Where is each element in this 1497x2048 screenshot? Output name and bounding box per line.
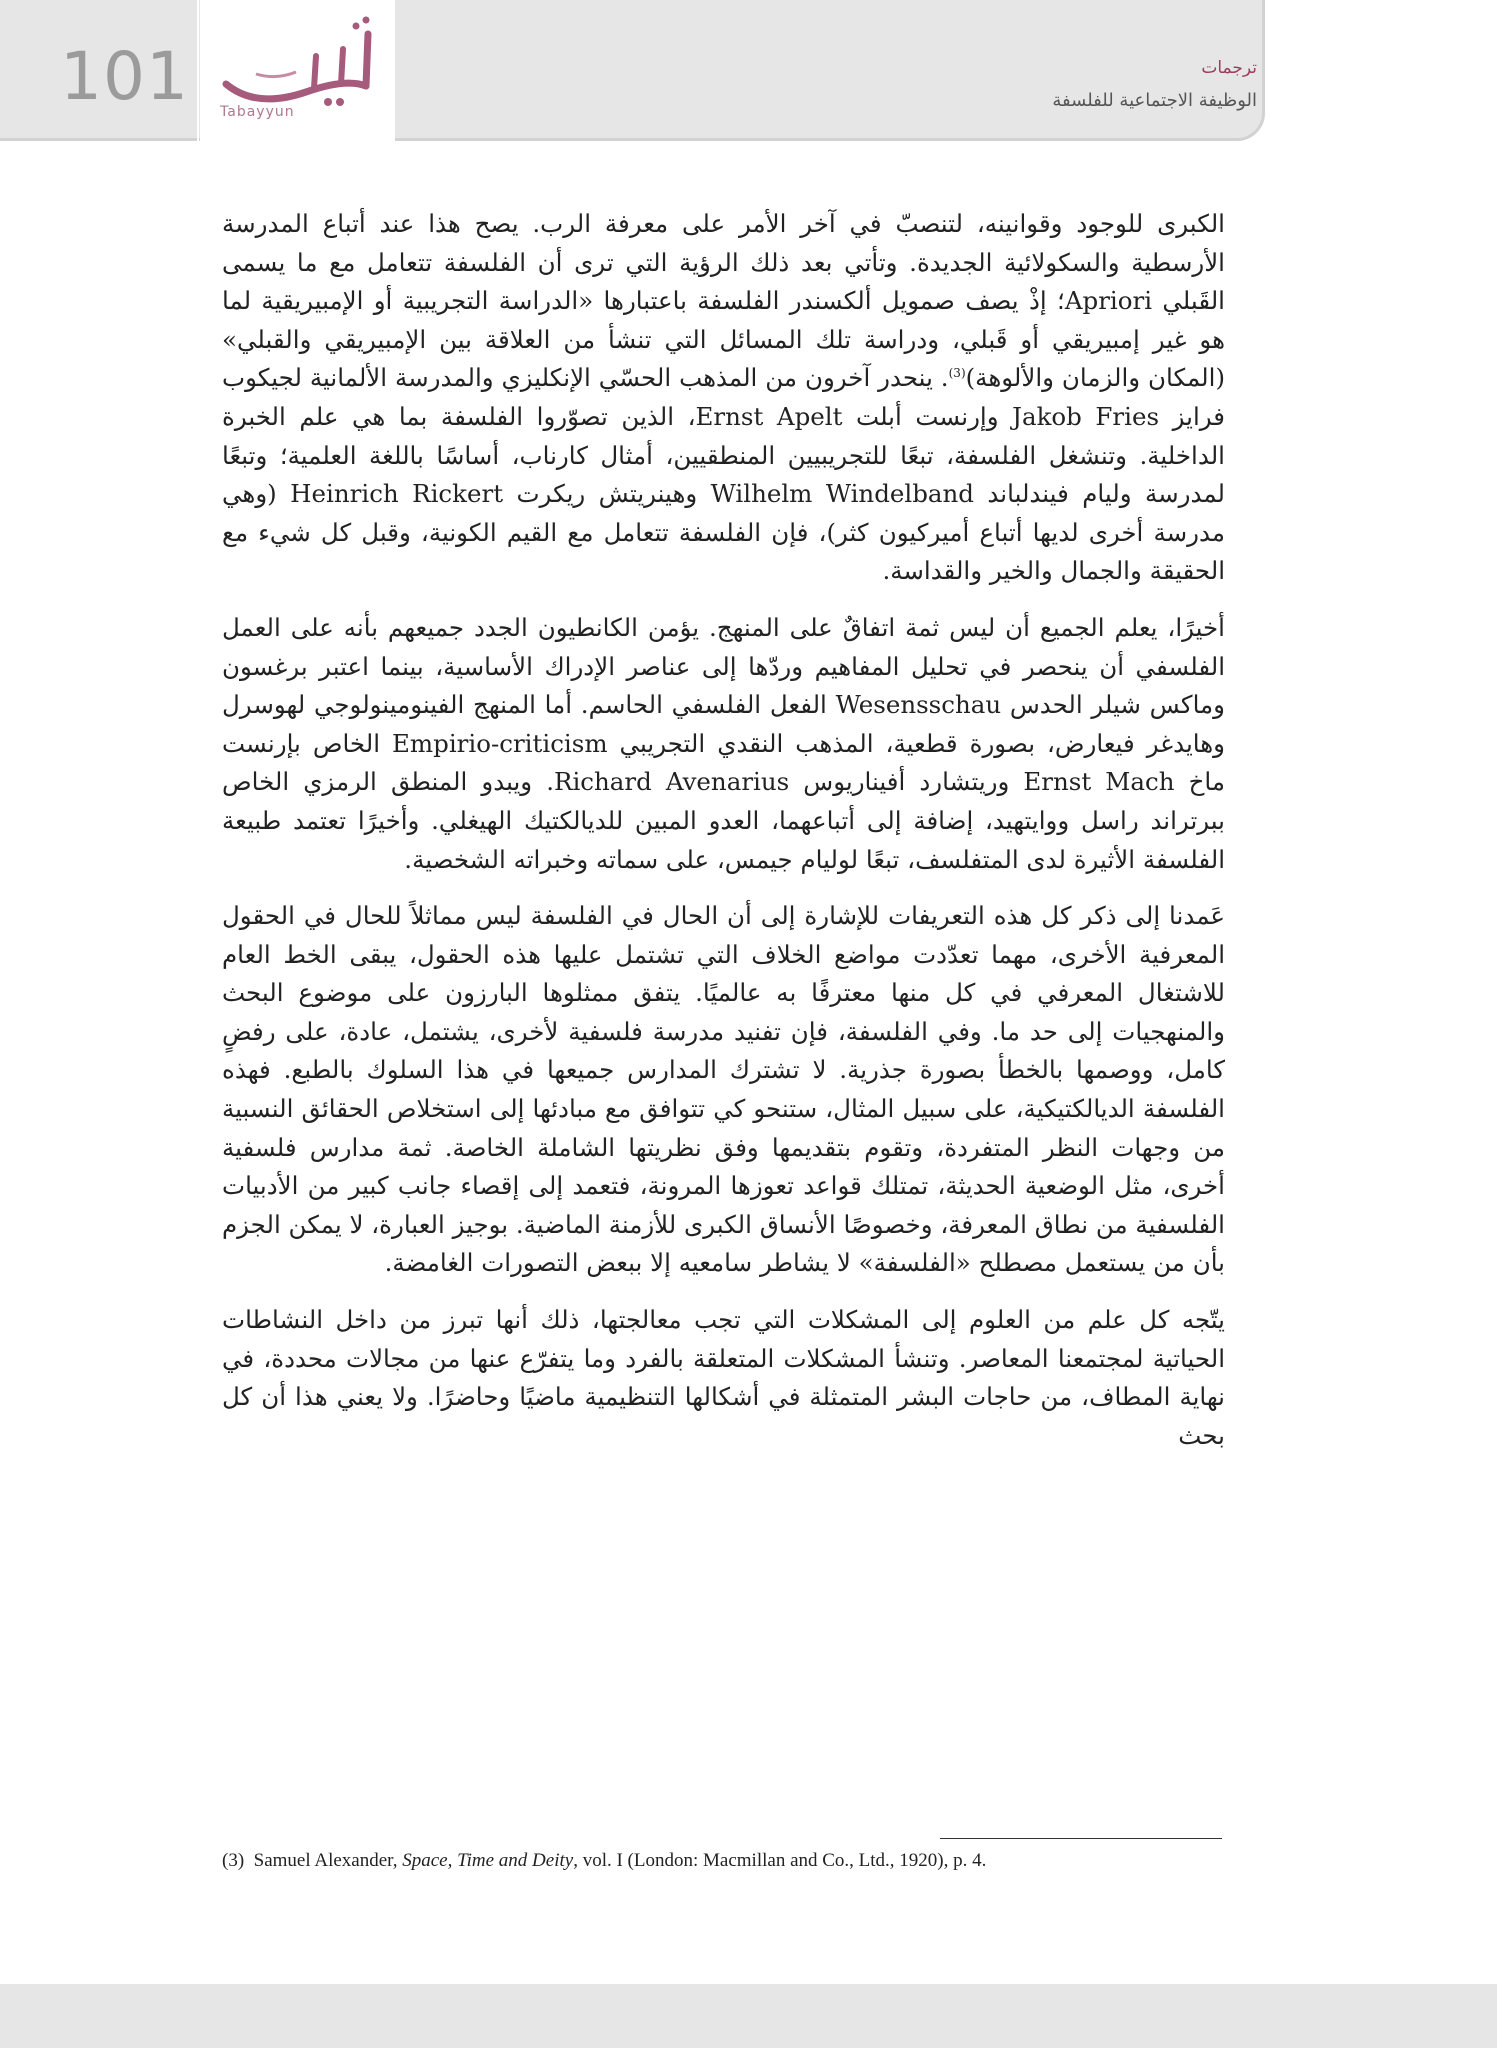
footnote-title: Space, Time and Deity bbox=[402, 1850, 574, 1871]
paragraph-text: الكبرى للوجود وقوانينه، لتنصبّ في آخر الأمر على معرفة الرب. يصح هذا عند أتباع المدرسة الأرسطية والسكولائية الجديدة. وتأتي بعد ذلك الرؤية التي ترى أن الفلسفة تتعامل مع ما يسمى القَبلي Apriori؛ إذْ يصف صمويل ألكسندر الفلسفة باعتبارها «الدراسة التجريبية أو الإمبيريقية لما هو غير إمبيريقي أو قَبلي، ودراسة تلك المسائل التي تنشأ من العلاقة بين الإمبيريقي والقبلي» (المكان والزمان والألوهة) bbox=[222, 209, 1225, 393]
footer-band bbox=[0, 1984, 1497, 2048]
header-divider bbox=[197, 0, 199, 141]
section-label: ترجمات bbox=[1201, 58, 1257, 78]
logo-latin-text: Tabayyun bbox=[220, 104, 295, 120]
footnote-author: Samuel Alexander, bbox=[253, 1850, 398, 1871]
running-title: الوظيفة الاجتماعية للفلسفة bbox=[1052, 90, 1257, 111]
footnote bbox=[222, 1850, 1232, 1872]
paragraph: أخيرًا، يعلم الجميع أن ليس ثمة اتفاقٌ على المنهج. يؤمن الكانطيون الجدد جميعهم بأنه على العمل الفلسفي أن ينحصر في تحليل المفاهيم وردّها إلى عناصر الإدراك الأساسية، بينما اعتبر برغسون وماكس شيلر الحدس Wesensschau الفعل الفلسفي الحاسم. أما المنهج الفينومينولوجي لهوسرل وهايدغر فيعارض، بصورة قطعية، المذهب النقدي التجريبي Empirio-criticism الخاص بإرنست ماخ Ernst Mach وريتشارد أفيناريوس Richard Avenarius. ويبدو المنطق الرمزي الخاص ببرتراند راسل ووايتهيد، إضافة إلى أتباعهما، العدو المبين للديالكتيك الهيغلي. وأخيرًا تعتمد طبيعة الفلسفة الأثيرة لدى المتفلسف، تبعًا لوليام جيمس، على سماته وخبراته الشخصية. bbox=[222, 612, 1225, 874]
article-body bbox=[222, 205, 1225, 1473]
footnote-divider bbox=[940, 1838, 1222, 1839]
paragraph-text: . ينحدر آخرون من المذهب الحسّي الإنكليزي والمدرسة الألمانية لجيكوب فرايز Jakob Fries وإرنست أبلت Ernst Apelt، الذين تصوّروا الفلسفة بما هي علم الخبرة الداخلية. وتنشغل الفلسفة، تبعًا للتجريبيين المنطقيين، أمثال كارناب، أساسًا باللغة العلمية؛ وتبعًا لمدرسة وليام فيندلباند Wilhelm Windelband وهينريتش ريكرت Heinrich Rickert (وهي مدرسة أخرى لديها أتباع أميركيون كثر)، فإن الفلسفة تتعامل مع القيم الكونية، وقبل كل شيء مع الحقيقة والجمال والخير والقداسة. bbox=[222, 363, 1225, 586]
paragraph bbox=[222, 205, 1225, 591]
footnote-number: (3) bbox=[222, 1850, 245, 1871]
logo-calligraphy-icon bbox=[216, 14, 386, 114]
journal-logo bbox=[200, 0, 395, 141]
paragraph: عَمدنا إلى ذكر كل هذه التعريفات للإشارة إلى أن الحال في الفلسفة ليس مماثلاً للحال في الحقول المعرفية الأخرى، مهما تعدّدت مواضع الخلاف التي تشتمل عليها هذه الحقول، يبقى الخط العام للاشتغال المعرفي في كل منها معترفًا به عالميًا. يتفق ممثلوها البارزون على موضوع البحث والمنهجيات إلى حد ما. وفي الفلسفة، فإن تفنيد مدرسة فلسفية لأخرى، يشتمل، عادة، على رفضٍ كامل، ووصمها بالخطأ بصورة جذرية. لا تشترك المدارس جميعها في هذا السلوك بالطبع. فهذه الفلسفة الديالكتيكية، على سبيل المثال، ستنحو كي تتوافق مع مبادئها إلى استخلاص الحقائق النسبية من وجهات النظر المتفردة، وتقوم بتقديمها وفق نظريتها الشاملة الخاصة. ثمة مدارس فلسفية أخرى، مثل الوضعية الحديثة، تمتلك قواعد تعوزها المرونة، فتعمد إلى إقصاء جانب كبير من الأدبيات الفلسفية من نطاق المعرفة، وخصوصًا الأنساق الكبرى للأزمنة الماضية. بوجيز العبارة، لا يمكن الجزم بأن من يستعمل مصطلح «الفلسفة» لا يشاطر سامعيه إلا ببعض التصورات الغامضة. bbox=[221, 901, 1225, 1278]
footnote-details: , vol. I (London: Macmillan and Co., Ltd., 1920), p. 4. bbox=[573, 1850, 987, 1871]
paragraph: يتّجه كل علم من العلوم إلى المشكلات التي تجب معالجتها، ذلك أنها تبرز من داخل النشاطات الحياتية لمجتمعنا المعاصر. وتنشأ المشكلات المتعلقة بالفرد وما يتفرّع عنها من مجالات محددة، في نهاية المطاف، من حاجات البشر المتمثلة في أشكالها التنظيمية ماضيًا وحاضرًا. ولا يعني هذا أن كل بحث bbox=[222, 1305, 1225, 1450]
page-number: 101 bbox=[60, 38, 189, 115]
footnote-reference[interactable]: (3) bbox=[948, 366, 966, 381]
